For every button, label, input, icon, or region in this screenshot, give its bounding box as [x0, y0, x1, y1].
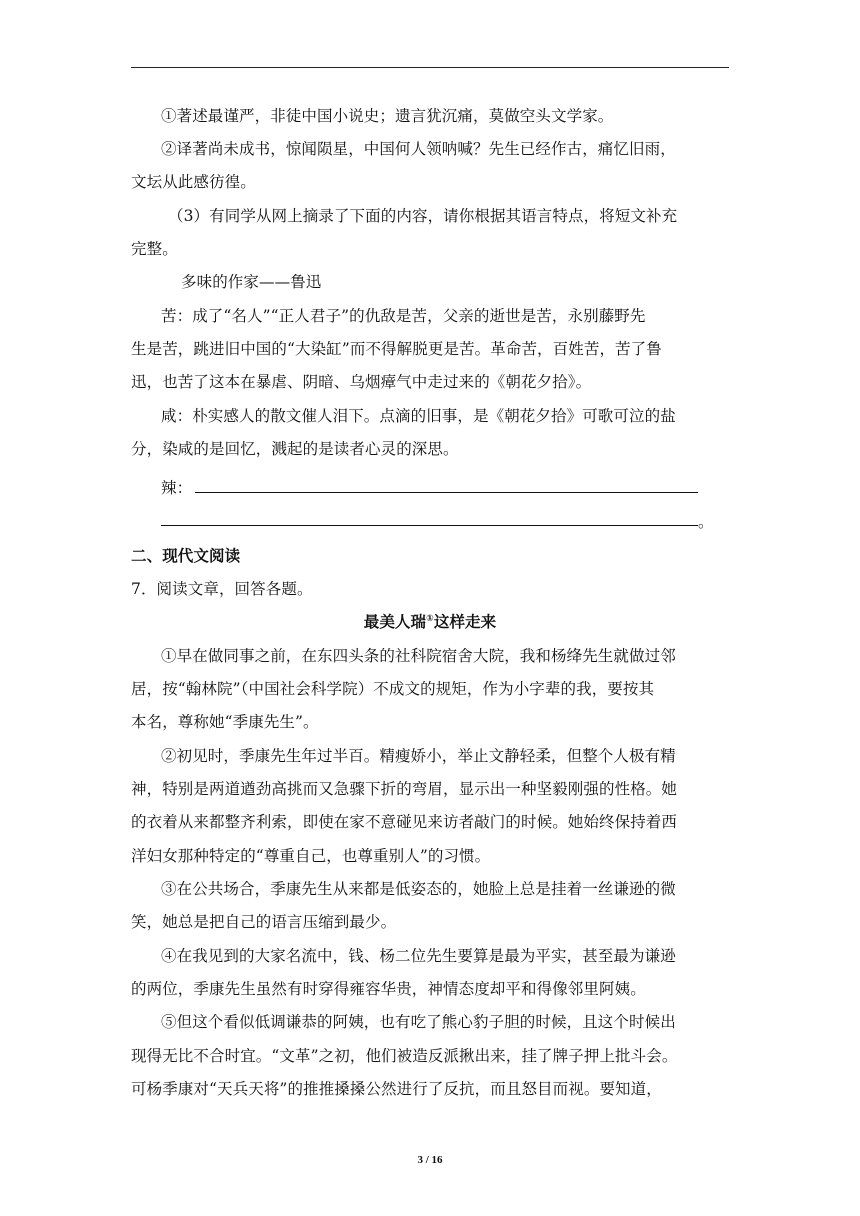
text-line: （3）有同学从网上摘录了下面的内容，请你根据其语言特点，将短文补充	[168, 207, 678, 225]
section-heading: 二、现代文阅读	[131, 547, 241, 565]
text-line: 本名，尊称她“季康先生”。	[131, 713, 319, 731]
short-essay-title: 多味的作家——鲁迅	[181, 273, 322, 291]
question-stem: 7．阅读文章，回答各题。	[131, 580, 313, 598]
text-line: ②译著尚未成书，惊闻陨星，中国何人领呐喊？先生已经作古，痛忆旧雨，	[161, 140, 676, 158]
text-line: 笑，她总是把自己的语言压缩到最少。	[131, 913, 397, 931]
text-line: 的两位，季康先生虽然有时穿得雍容华贵，神情态度却平和得像邻里阿姨。	[131, 980, 646, 998]
text-line: ④在我见到的大家名流中，钱、杨二位先生要算是最为平实，甚至最为谦逊	[161, 947, 676, 965]
article-title: 最美人瑞①这样走来	[363, 613, 497, 631]
text-line: 现得无比不合时宜。“文革”之初，他们被造反派揪出来，挂了牌子押上批斗会。	[131, 1047, 678, 1065]
header-rule	[131, 67, 729, 68]
text-line: ②初见时，季康先生年过半百。精瘦娇小，举止文静轻柔，但整个人极有精	[161, 747, 676, 765]
answer-blank-2[interactable]	[161, 525, 698, 526]
text-line: 迅，也苦了这本在暴虐、阴暗、乌烟瘴气中走过来的《朝花夕拾》。	[131, 373, 592, 391]
answer-label: 辣：	[161, 479, 193, 497]
text-line: 洋妇女那种特定的“尊重自己，也尊重别人”的习惯。	[131, 847, 491, 865]
text-line: 咸：朴实感人的散文催人泪下。点滴的旧事，是《朝花夕拾》可歌可泣的盐	[161, 407, 676, 425]
text-line: ①著述最谨严，非徒中国小说史；遗言犹沉痛，莫做空头文学家。	[161, 107, 614, 125]
text-line: 分，染咸的是回忆，溅起的是读者心灵的深思。	[131, 440, 459, 458]
text-line: 的衣着从来都整齐利索，即使在家不意碰见来访者敲门的时候。她始终保持着西	[131, 813, 678, 831]
answer-blank-1[interactable]	[195, 492, 698, 493]
text-line: ⑤但这个看似低调谦恭的阿姨，也有吃了熊心豹子胆的时候，且这个时候出	[161, 1013, 676, 1031]
page-number: 3 / 16	[417, 1154, 443, 1166]
footnote-marker: ①	[426, 613, 434, 624]
text-line: 完整。	[131, 240, 178, 258]
text-line: 生是苦，跳进旧中国的“大染缸”而不得解脱更是苦。革命苦，百姓苦，苦了鲁	[131, 340, 662, 358]
text-line: 居，按“翰林院”（中国社会科学院）不成文的规矩，作为小字辈的我，要按其	[131, 680, 655, 698]
text-line: 神，特别是两道遒劲高挑而又急骤下折的弯眉，显示出一种坚毅刚强的性格。她	[131, 780, 678, 798]
text-line: 苦：成了“名人”“正人君子”的仇敌是苦，父亲的逝世是苦，永别藤野先	[161, 307, 646, 325]
end-period: 。	[698, 513, 714, 531]
text-line: ①早在做同事之前，在东四头条的社科院宿舍大院，我和杨绛先生就做过邻	[161, 647, 676, 665]
text-line: 文坛从此感彷徨。	[131, 173, 256, 191]
text-line: 可杨季康对“天兵天将”的推推搡搡公然进行了反抗，而且怒目而视。要知道，	[131, 1080, 662, 1098]
text-line: ③在公共场合，季康先生从来都是低姿态的，她脸上总是挂着一丝谦逊的微	[161, 880, 676, 898]
